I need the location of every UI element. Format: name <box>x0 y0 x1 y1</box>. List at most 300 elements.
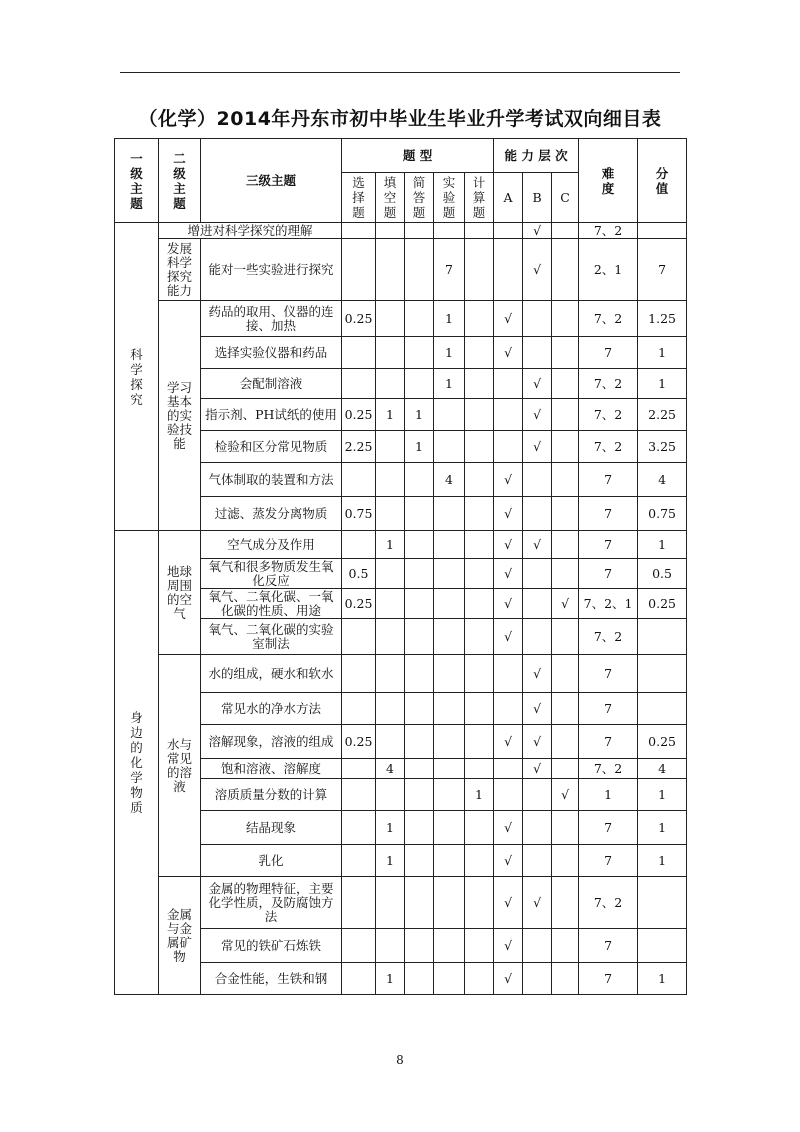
cell-jd <box>405 301 434 337</box>
header-ability-c: C <box>552 173 579 223</box>
level3-topic: 溶质质量分数的计算 <box>201 779 342 811</box>
cell-fz <box>638 223 687 239</box>
cell-nd: 7 <box>579 655 638 693</box>
header-score: 分值 <box>638 139 687 223</box>
cell-tk <box>376 589 405 619</box>
cell-xz: 0.75 <box>342 497 376 531</box>
cell-nd: 7 <box>579 337 638 369</box>
cell-tk <box>376 929 405 963</box>
cell-sy: 7 <box>434 239 465 301</box>
cell-fz <box>638 655 687 693</box>
table-row <box>115 531 687 559</box>
level3-topic: 检验和区分常见物质 <box>201 431 342 463</box>
level1-topic: 身边的化学物质 <box>115 531 159 995</box>
cell-c <box>552 463 579 497</box>
cell-xz <box>342 531 376 559</box>
cell-fz: 2.25 <box>638 399 687 431</box>
cell-a <box>494 369 523 399</box>
cell-nd: 7 <box>579 845 638 877</box>
level3-topic: 指示剂、PH试纸的使用 <box>201 399 342 431</box>
cell-js <box>465 725 494 759</box>
cell-a: √ <box>494 845 523 877</box>
cell-a <box>494 399 523 431</box>
cell-c <box>552 759 579 779</box>
cell-fz: 1 <box>638 963 687 995</box>
cell-c <box>552 337 579 369</box>
cell-c <box>552 239 579 301</box>
table-row <box>115 693 687 725</box>
cell-nd: 7 <box>579 963 638 995</box>
cell-b: √ <box>523 531 552 559</box>
cell-sy <box>434 431 465 463</box>
cell-tk: 1 <box>376 963 405 995</box>
cell-tk: 1 <box>376 531 405 559</box>
cell-c <box>552 693 579 725</box>
cell-c <box>552 399 579 431</box>
level3-topic: 结晶现象 <box>201 811 342 845</box>
cell-xz: 0.25 <box>342 589 376 619</box>
cell-jd <box>405 589 434 619</box>
table-row <box>115 963 687 995</box>
cell-xz: 0.25 <box>342 301 376 337</box>
cell-jd <box>405 531 434 559</box>
cell-nd: 7、2 <box>579 369 638 399</box>
level3-topic: 能对一些实验进行探究 <box>201 239 342 301</box>
cell-jd <box>405 559 434 589</box>
cell-jd <box>405 759 434 779</box>
cell-a: √ <box>494 559 523 589</box>
cell-sy <box>434 559 465 589</box>
cell-c <box>552 655 579 693</box>
cell-jd <box>405 811 434 845</box>
cell-jd <box>405 239 434 301</box>
cell-tk <box>376 337 405 369</box>
cell-js <box>465 301 494 337</box>
cell-a: √ <box>494 463 523 497</box>
cell-a: √ <box>494 497 523 531</box>
cell-xz: 0.25 <box>342 399 376 431</box>
table-row <box>115 589 687 619</box>
cell-xz <box>342 619 376 655</box>
cell-tk <box>376 693 405 725</box>
cell-nd: 7 <box>579 463 638 497</box>
cell-sy <box>434 531 465 559</box>
cell-jd <box>405 877 434 929</box>
cell-sy <box>434 929 465 963</box>
header-level1: 一级主题 <box>115 139 159 223</box>
cell-b <box>523 845 552 877</box>
cell-tk: 4 <box>376 759 405 779</box>
cell-a: √ <box>494 531 523 559</box>
cell-js <box>465 845 494 877</box>
cell-b <box>523 559 552 589</box>
cell-js <box>465 811 494 845</box>
level3-topic: 乳化 <box>201 845 342 877</box>
cell-jd <box>405 619 434 655</box>
cell-sy <box>434 693 465 725</box>
table-row <box>115 337 687 369</box>
cell-fz: 0.25 <box>638 725 687 759</box>
level2-topic: 学习基本的实验技能 <box>159 301 201 531</box>
cell-a <box>494 779 523 811</box>
cell-nd: 7、2 <box>579 759 638 779</box>
table-row <box>115 929 687 963</box>
level2-topic: 水与常见的溶液 <box>159 655 201 877</box>
cell-js <box>465 693 494 725</box>
cell-c <box>552 877 579 929</box>
table-row <box>115 301 687 337</box>
header-ability-a: A <box>494 173 523 223</box>
level3-topic: 氧气和很多物质发生氧化反应 <box>201 559 342 589</box>
table-row <box>115 877 687 929</box>
cell-nd: 7、2、1 <box>579 589 638 619</box>
cell-fz <box>638 619 687 655</box>
cell-c <box>552 497 579 531</box>
cell-a: √ <box>494 337 523 369</box>
cell-jd <box>405 929 434 963</box>
cell-c <box>552 431 579 463</box>
cell-fz <box>638 877 687 929</box>
level3-topic: 饱和溶液、溶解度 <box>201 759 342 779</box>
level3-topic: 选择实验仪器和药品 <box>201 337 342 369</box>
cell-a <box>494 223 523 239</box>
table-row <box>115 431 687 463</box>
cell-xz: 2.25 <box>342 431 376 463</box>
cell-fz: 1 <box>638 369 687 399</box>
cell-c <box>552 301 579 337</box>
level3-topic: 常见的铁矿石炼铁 <box>201 929 342 963</box>
table-row <box>115 239 687 301</box>
header-type-choice: 选择题 <box>342 173 376 223</box>
cell-c <box>552 963 579 995</box>
cell-fz: 1 <box>638 779 687 811</box>
level1-topic: 科学探究 <box>115 223 159 531</box>
cell-fz: 4 <box>638 759 687 779</box>
cell-nd: 7 <box>579 929 638 963</box>
cell-nd: 7 <box>579 811 638 845</box>
cell-tk: 1 <box>376 845 405 877</box>
cell-xz <box>342 877 376 929</box>
cell-tk <box>376 369 405 399</box>
cell-jd <box>405 779 434 811</box>
cell-a <box>494 655 523 693</box>
cell-nd: 7、2 <box>579 399 638 431</box>
header-question-types: 题 型 <box>342 139 494 173</box>
cell-jd <box>405 463 434 497</box>
page-number: 8 <box>396 1053 404 1067</box>
cell-a <box>494 239 523 301</box>
table-row <box>115 725 687 759</box>
header-type-experiment: 实验题 <box>434 173 465 223</box>
cell-jd: 1 <box>405 399 434 431</box>
cell-b: √ <box>523 223 552 239</box>
table-row <box>115 399 687 431</box>
cell-xz <box>342 693 376 725</box>
level3-topic: 氧气、二氧化碳的实验室制法 <box>201 619 342 655</box>
cell-nd: 7、2 <box>579 877 638 929</box>
level3-topic: 空气成分及作用 <box>201 531 342 559</box>
cell-c <box>552 531 579 559</box>
header-ability-b: B <box>523 173 552 223</box>
table-row <box>115 497 687 531</box>
cell-a: √ <box>494 877 523 929</box>
cell-b: √ <box>523 759 552 779</box>
cell-a: √ <box>494 619 523 655</box>
cell-nd: 7、2 <box>579 223 638 239</box>
cell-fz: 4 <box>638 463 687 497</box>
cell-jd <box>405 845 434 877</box>
table-row <box>115 845 687 877</box>
cell-xz <box>342 845 376 877</box>
cell-c: √ <box>552 589 579 619</box>
cell-jd <box>405 497 434 531</box>
cell-tk <box>376 223 405 239</box>
cell-sy <box>434 399 465 431</box>
cell-c <box>552 845 579 877</box>
cell-b <box>523 337 552 369</box>
level3-topic: 药品的取用、仪器的连接、加热 <box>201 301 342 337</box>
cell-b <box>523 929 552 963</box>
cell-sy: 1 <box>434 301 465 337</box>
cell-a <box>494 759 523 779</box>
level3-topic: 会配制溶液 <box>201 369 342 399</box>
cell-b <box>523 589 552 619</box>
cell-a <box>494 693 523 725</box>
cell-fz: 0.5 <box>638 559 687 589</box>
cell-c <box>552 929 579 963</box>
cell-tk: 1 <box>376 399 405 431</box>
cell-sy <box>434 811 465 845</box>
cell-jd: 1 <box>405 431 434 463</box>
cell-fz: 0.25 <box>638 589 687 619</box>
cell-js <box>465 759 494 779</box>
cell-js <box>465 963 494 995</box>
level3-topic: 增进对科学探究的理解 <box>159 223 342 239</box>
cell-nd: 7 <box>579 559 638 589</box>
cell-tk <box>376 619 405 655</box>
cell-xz <box>342 759 376 779</box>
header-level2: 二级主题 <box>159 139 201 223</box>
cell-sy <box>434 779 465 811</box>
cell-fz: 1 <box>638 337 687 369</box>
cell-tk: 1 <box>376 811 405 845</box>
cell-b: √ <box>523 877 552 929</box>
table-row <box>115 559 687 589</box>
cell-js <box>465 589 494 619</box>
cell-b <box>523 497 552 531</box>
cell-jd <box>405 337 434 369</box>
cell-b <box>523 301 552 337</box>
cell-c <box>552 559 579 589</box>
cell-nd: 7 <box>579 531 638 559</box>
cell-fz: 1 <box>638 531 687 559</box>
cell-b: √ <box>523 725 552 759</box>
cell-b: √ <box>523 369 552 399</box>
cell-xz <box>342 779 376 811</box>
cell-sy <box>434 223 465 239</box>
cell-c <box>552 725 579 759</box>
cell-js <box>465 531 494 559</box>
cell-sy <box>434 497 465 531</box>
cell-b <box>523 811 552 845</box>
table-row <box>115 369 687 399</box>
level3-topic: 常见水的净水方法 <box>201 693 342 725</box>
cell-a: √ <box>494 589 523 619</box>
cell-js <box>465 877 494 929</box>
cell-fz <box>638 693 687 725</box>
level2-topic: 金属与金属矿物 <box>159 877 201 995</box>
cell-sy <box>434 655 465 693</box>
cell-c <box>552 223 579 239</box>
cell-fz: 1.25 <box>638 301 687 337</box>
table-row <box>115 779 687 811</box>
cell-js <box>465 929 494 963</box>
cell-jd <box>405 655 434 693</box>
level2-topic: 发展科学探究能力 <box>159 239 201 301</box>
header-rule <box>120 72 680 73</box>
cell-tk <box>376 779 405 811</box>
table-row <box>115 223 687 239</box>
cell-fz: 0.75 <box>638 497 687 531</box>
table-row <box>115 655 687 693</box>
cell-sy <box>434 725 465 759</box>
cell-xz <box>342 655 376 693</box>
cell-tk <box>376 497 405 531</box>
cell-nd: 7、2 <box>579 431 638 463</box>
cell-js: 1 <box>465 779 494 811</box>
cell-c <box>552 369 579 399</box>
cell-b: √ <box>523 655 552 693</box>
cell-xz <box>342 369 376 399</box>
cell-fz <box>638 929 687 963</box>
cell-b <box>523 463 552 497</box>
cell-sy <box>434 877 465 929</box>
cell-js <box>465 619 494 655</box>
cell-nd: 2、1 <box>579 239 638 301</box>
level3-topic: 溶解现象，溶液的组成 <box>201 725 342 759</box>
cell-c <box>552 811 579 845</box>
cell-c <box>552 619 579 655</box>
cell-jd <box>405 725 434 759</box>
level3-topic: 水的组成，硬水和软水 <box>201 655 342 693</box>
cell-xz: 0.25 <box>342 725 376 759</box>
cell-sy <box>434 963 465 995</box>
level3-topic: 过滤、蒸发分离物质 <box>201 497 342 531</box>
cell-a: √ <box>494 963 523 995</box>
cell-nd: 7 <box>579 693 638 725</box>
header-difficulty: 难度 <box>579 139 638 223</box>
cell-nd: 7、2 <box>579 301 638 337</box>
header-type-short: 简答题 <box>405 173 434 223</box>
header-type-calc: 计算题 <box>465 173 494 223</box>
cell-jd <box>405 223 434 239</box>
cell-a <box>494 431 523 463</box>
cell-tk <box>376 463 405 497</box>
header-ability-levels: 能 力 层 次 <box>494 139 579 173</box>
cell-sy <box>434 759 465 779</box>
cell-sy: 1 <box>434 369 465 399</box>
cell-js <box>465 337 494 369</box>
table-row <box>115 759 687 779</box>
table-row <box>115 619 687 655</box>
cell-b: √ <box>523 399 552 431</box>
cell-jd <box>405 693 434 725</box>
cell-xz <box>342 963 376 995</box>
cell-a: √ <box>494 725 523 759</box>
cell-a: √ <box>494 929 523 963</box>
cell-b: √ <box>523 239 552 301</box>
level3-topic: 气体制取的装置和方法 <box>201 463 342 497</box>
cell-fz: 1 <box>638 811 687 845</box>
cell-b <box>523 779 552 811</box>
cell-tk <box>376 301 405 337</box>
cell-js <box>465 369 494 399</box>
level3-topic: 氧气、二氧化碳、一氧化碳的性质、用途 <box>201 589 342 619</box>
page-title: （化学）2014年丹东市初中毕业生毕业升学考试双向细目表 <box>138 108 662 130</box>
cell-nd: 7 <box>579 725 638 759</box>
cell-xz <box>342 463 376 497</box>
cell-fz: 3.25 <box>638 431 687 463</box>
cell-tk <box>376 431 405 463</box>
cell-xz <box>342 929 376 963</box>
table-row <box>115 463 687 497</box>
cell-jd <box>405 369 434 399</box>
cell-nd: 7、2 <box>579 619 638 655</box>
specification-table <box>114 138 687 995</box>
header-level3: 三级主题 <box>201 139 342 223</box>
cell-a: √ <box>494 811 523 845</box>
cell-tk <box>376 877 405 929</box>
cell-b <box>523 963 552 995</box>
cell-tk <box>376 239 405 301</box>
cell-js <box>465 559 494 589</box>
cell-xz <box>342 223 376 239</box>
cell-js <box>465 239 494 301</box>
cell-b: √ <box>523 693 552 725</box>
cell-b: √ <box>523 431 552 463</box>
cell-js <box>465 497 494 531</box>
cell-js <box>465 655 494 693</box>
cell-js <box>465 399 494 431</box>
cell-sy: 4 <box>434 463 465 497</box>
level2-topic: 地球周围的空气 <box>159 531 201 655</box>
cell-tk <box>376 655 405 693</box>
cell-fz: 7 <box>638 239 687 301</box>
cell-c: √ <box>552 779 579 811</box>
cell-sy <box>434 845 465 877</box>
header-type-fill: 填空题 <box>376 173 405 223</box>
cell-xz <box>342 811 376 845</box>
cell-js <box>465 431 494 463</box>
cell-xz <box>342 337 376 369</box>
table-row <box>115 811 687 845</box>
cell-js <box>465 223 494 239</box>
cell-sy <box>434 619 465 655</box>
cell-xz: 0.5 <box>342 559 376 589</box>
cell-sy: 1 <box>434 337 465 369</box>
level3-topic: 合金性能，生铁和钢 <box>201 963 342 995</box>
cell-b <box>523 619 552 655</box>
cell-fz: 1 <box>638 845 687 877</box>
level3-topic: 金属的物理特征，主要化学性质，及防腐蚀方法 <box>201 877 342 929</box>
cell-tk <box>376 559 405 589</box>
cell-nd: 1 <box>579 779 638 811</box>
cell-tk <box>376 725 405 759</box>
cell-a: √ <box>494 301 523 337</box>
cell-sy <box>434 589 465 619</box>
cell-jd <box>405 963 434 995</box>
cell-nd: 7 <box>579 497 638 531</box>
